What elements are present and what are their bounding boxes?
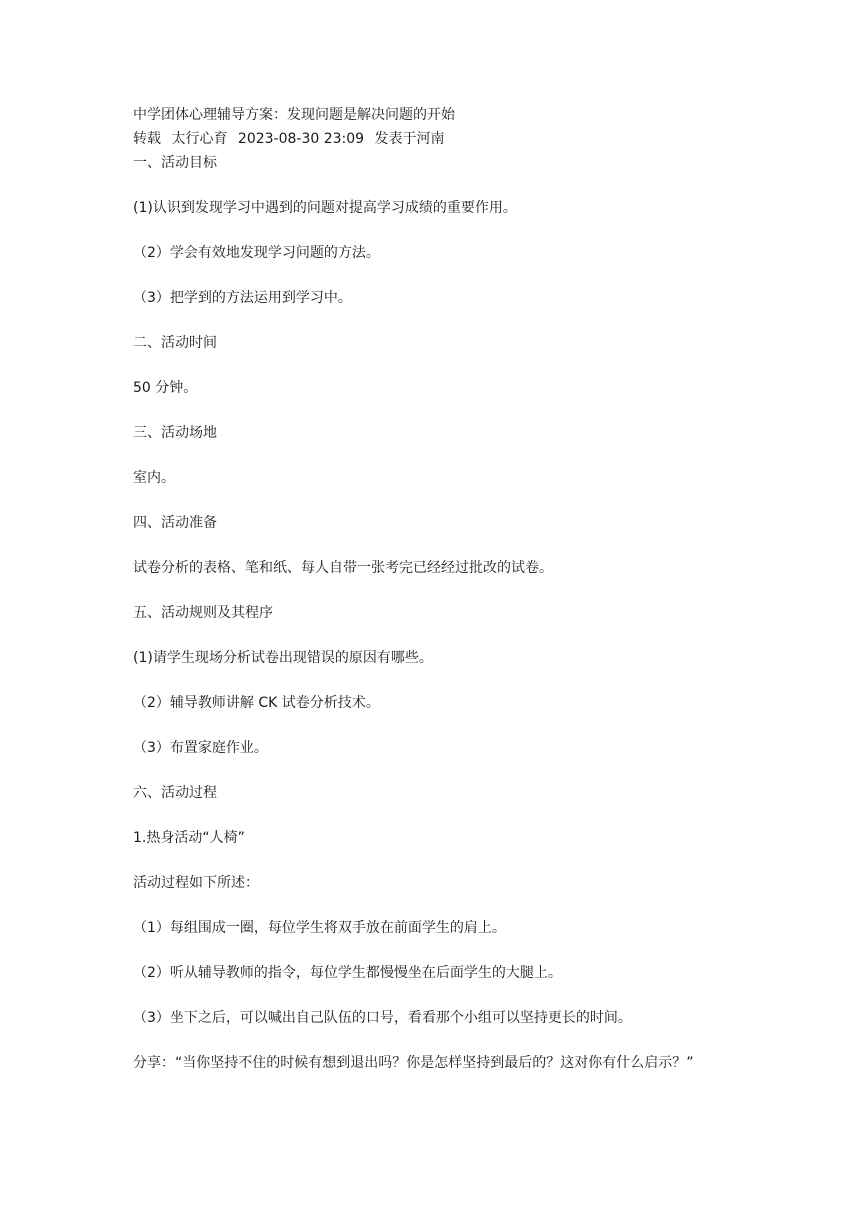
section-heading: 六、活动过程 bbox=[133, 785, 217, 801]
paragraph: 室内。 bbox=[133, 470, 175, 486]
paragraph: （3）布置家庭作业。 bbox=[133, 740, 268, 756]
paragraph: 分享：“当你坚持不住的时候有想到退出吗？你是怎样坚持到最后的？这对你有什么启示？” bbox=[133, 1055, 694, 1071]
section-heading: 一、活动目标 bbox=[133, 155, 217, 171]
paragraph: (1)请学生现场分析试卷出现错误的原因有哪些。 bbox=[133, 650, 433, 666]
section-heading: 四、活动准备 bbox=[133, 515, 217, 531]
author-name: 太行心育 bbox=[171, 131, 228, 147]
publish-location: 发表于河南 bbox=[374, 131, 445, 147]
paragraph: （2）听从辅导教师的指令，每位学生都慢慢坐在后面学生的大腿上。 bbox=[133, 965, 562, 981]
section-heading: 二、活动时间 bbox=[133, 335, 217, 351]
paragraph: (1)认识到发现学习中遇到的问题对提高学习成绩的重要作用。 bbox=[133, 200, 517, 216]
document-body bbox=[133, 103, 773, 1075]
paragraph: （3）把学到的方法运用到学习中。 bbox=[133, 290, 352, 306]
subsection-heading: 1.热身活动“人椅” bbox=[133, 830, 245, 846]
paragraph: （2）辅导教师讲解 CK 试卷分析技术。 bbox=[133, 695, 380, 711]
paragraph: 活动过程如下所述： bbox=[133, 875, 259, 891]
paragraph: （2）学会有效地发现学习问题的方法。 bbox=[133, 245, 380, 261]
paragraph: 试卷分析的表格、笔和纸、每人自带一张考完已经经过批改的试卷。 bbox=[133, 560, 553, 576]
paragraph: （1）每组围成一圈，每位学生将双手放在前面学生的肩上。 bbox=[133, 920, 506, 936]
paragraph: （3）坐下之后，可以喊出自己队伍的口号，看看那个小组可以坚持更长的时间。 bbox=[133, 1010, 632, 1026]
section-heading: 三、活动场地 bbox=[133, 425, 217, 441]
section-heading: 五、活动规则及其程序 bbox=[133, 605, 273, 621]
document-title: 中学团体心理辅导方案：发现问题是解决问题的开始 bbox=[133, 107, 455, 123]
paragraph: 50 分钟。 bbox=[133, 380, 198, 396]
document-meta bbox=[133, 127, 773, 151]
publish-datetime: 2023-08-30 23:09 bbox=[237, 131, 365, 147]
repost-label: 转载 bbox=[133, 131, 161, 147]
